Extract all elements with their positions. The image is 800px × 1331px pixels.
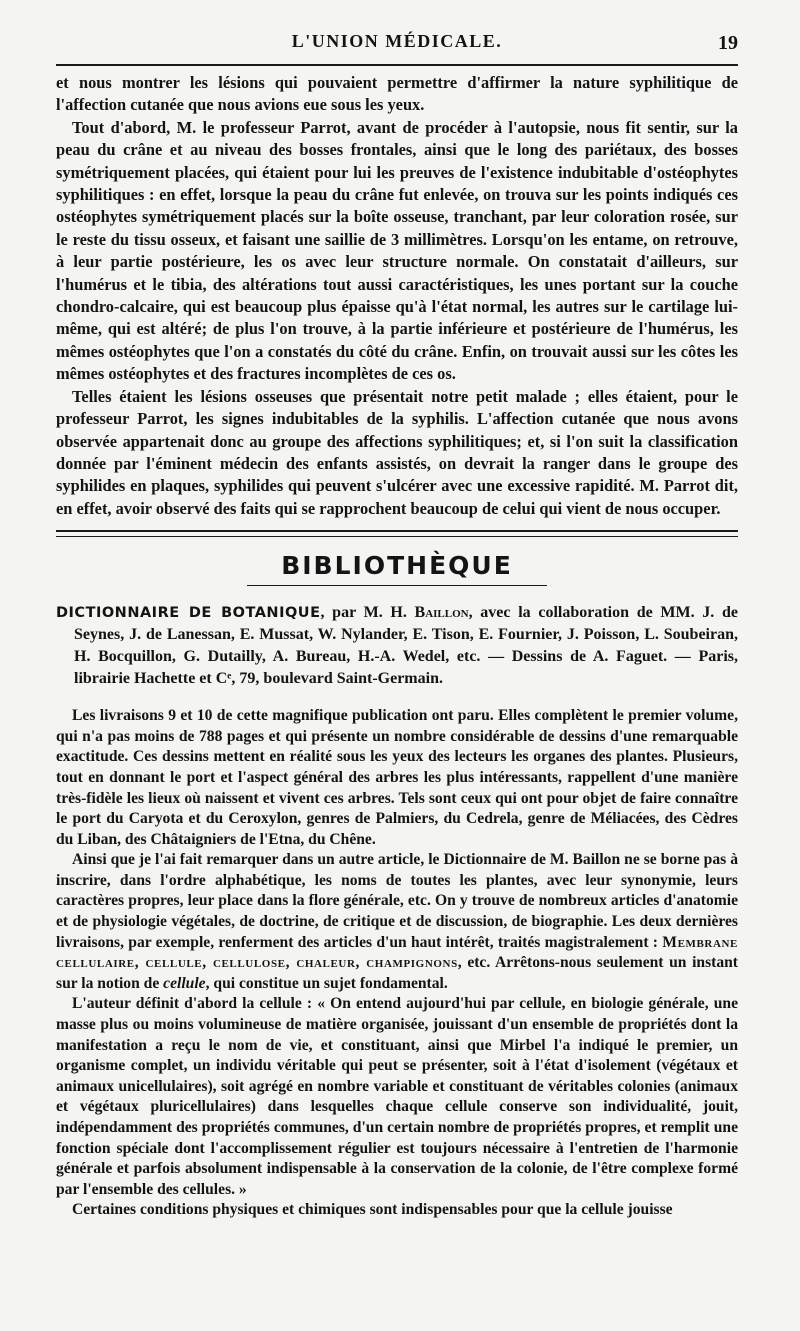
section-divider — [56, 530, 738, 537]
header-rule — [56, 64, 738, 66]
review-p2-mid: , etc. Arrêtons-nous seulement un instant sur la notion de — [56, 954, 738, 992]
review-p2-lead: Ainsi que je l'ai fait remarquer dans un autre article, le Dictionnaire de M. Baillon ne se borne pas à inscrire, dans l'ordre alphabétique, les noms de toutes les plantes, avec leur synonymie, leurs caractères propres, leur place dans la flore générale, etc. On y trouve de nombreux articles d'anatomie et de physiologie végétales, de doctrine, de critique et de discussion, de biographie. Les deux dernières livraisons, par exemple, renferment des articles d'un haut intérêt, traités magistralement : — [56, 851, 738, 951]
case-paragraph-3: Telles étaient les lésions osseuses que présentait notre petit malade ; elles étaient, pour le professeur Parrot, les signes indubitables de la syphilis. L'affection cutanée que nous avons observée appartenait donc au groupe des affections syphilitiques; et, si l'on suit la classification donnée par l'éminent médecin des enfants assistés, on devrait la ranger dans le groupe des syphilides en plaques, syphilides qui peuvent s'ulcérer avec une excessive rapidité. M. Parrot dit, en effet, avoir observé des faits qui se rapprochent beaucoup de celui qui vient de nous occuper. — [56, 386, 738, 518]
review-paragraph-2 — [56, 850, 738, 994]
review-body — [56, 706, 738, 1221]
review-paragraph-1: Les livraisons 9 et 10 de cette magnifique publication ont paru. Elles complètent le premier volume, qui n'a pas moins de 788 pages et qui présente un nombre considérable de dessins d'une remarquable exactitude. Ces dessins mettent en réalité sous les yeux des lecteurs les organes des plantes. Plusieurs, tout en donnant le port et l'aspect général des arbres les plus intéressants, rappellent d'une manière très-fidèle les lieux où naissent et vivent ces arbres. Tels sont ceux qui ont pour objet de faire connaître le port du Caryota et du Ceroxylon, genres de Palmiers, du Cedrela, genre de Méliacées, des Cèdres du Liban, des Châtaigniers de l'Etna, du Chêne. — [56, 707, 738, 848]
case-paragraph-1: et nous montrer les lésions qui pouvaient permettre d'affirmer la nature syphilitique de l'affection cutanée que nous avions eue sous les yeux. — [56, 73, 738, 115]
section-title-rule — [247, 585, 547, 586]
case-report — [56, 72, 738, 520]
running-head — [56, 28, 738, 58]
review-paragraph-3: L'auteur définit d'abord la cellule : « On entend aujourd'hui par cellule, en biologie générale, une masse plus ou moins volumineuse de matière organisée, jouissant d'un ensemble de propriétés dont la manifestation a reçu le nom de vie, et constituant, ainsi que Mirbel l'a indiqué le premier, un organisme complet, un individu véritable qui peut se présenter, soit à l'état d'isolement (végétaux et animaux unicellulaires), soit agrégé en nombre variable et constituant de véritables colonies (animaux et végétaux pluricellulaires) dans lesquelles chaque cellule conserve son individualité, jouit, indépendamment des propriétés communes, d'un certain nombre de propriétés propres, et remplit une fonction spéciale dont l'accomplissement régulier est toujours nécessaire à l'entretien de l'harmonie générale et parfois absolument indispensable à la conservation de la colonie, de l'être complexe formé par l'ensemble des cellules. » — [56, 995, 738, 1198]
bibliography-by: , par M. H. — [320, 604, 415, 622]
case-paragraph-2: Tout d'abord, M. le professeur Parrot, avant de procéder à l'autopsie, nous fit sentir, sur la peau du crâne et au niveau des bosses frontales, ainsi que le long des pariétaux, des bosses symétriquement placées, qui étaient pour lui les preuves de l'existence indubitable d'ostéophytes syphilitiques : en effet, lorsque la peau du crâne fut enlevée, on trouva sur les points indiqués ces ostéophytes symétriquement placés sur la boîte osseuse, tranchant, par leur coloration rosée, sur le reste du tissu osseux, et faisant une saillie de 3 millimètres. Lorsqu'on les entame, on retrouve, à leur partie postérieure, les os avec leur structure normale. On constatait d'ailleurs, sur l'humérus et le tibia, des altérations tout aussi caractéristiques, les unes portant sur la couche chondro-calcaire, qui est beaucoup plus épaisse qu'à l'état normal, les autres sur le cartilage lui-même, qui est altéré; de plus l'on trouve, à la partie inférieure et postérieure de l'humérus, les mêmes ostéophytes que l'on a constatés du côté du crâne. Enfin, on trouvait aussi sur les côtes les mêmes ostéophytes et des fractures incomplètes de ces os. — [56, 117, 738, 384]
bibliography-entry — [56, 602, 738, 690]
bibliography-details: , avec la collaboration de MM. J. de Seynes, J. de Lanessan, E. Mussat, W. Nylander, E. Tison, E. Fournier, J. Poisson, L. Soubeiran, H. Bocquillon, G. Dutailly, A. Bureau, H.-A. Wedel, etc. — Dessins de A. Faguet. — Paris, librairie Hachette et Cᵉ, 79, boulevard Saint-Germain. — [74, 604, 738, 688]
review-p2-end: , qui constitue un sujet fondamental. — [205, 974, 448, 992]
section-title: BIBLIOTHÈQUE — [281, 551, 513, 581]
bibliography-author: Baillon — [414, 604, 469, 622]
page-number: 19 — [718, 32, 738, 54]
review-p2-term-italic: cellule — [163, 974, 206, 992]
review-p2-terms: Membrane cellulaire, cellule, cellulose, chaleur, champignons — [56, 933, 738, 972]
bibliography-work-title: DICTIONNAIRE DE BOTANIQUE — [56, 605, 321, 622]
running-title: L'UNION MÉDICALE. — [291, 31, 503, 51]
review-paragraph-4: Certaines conditions physiques et chimiques sont indispensables pour que la cellule jouisse — [72, 1201, 673, 1219]
